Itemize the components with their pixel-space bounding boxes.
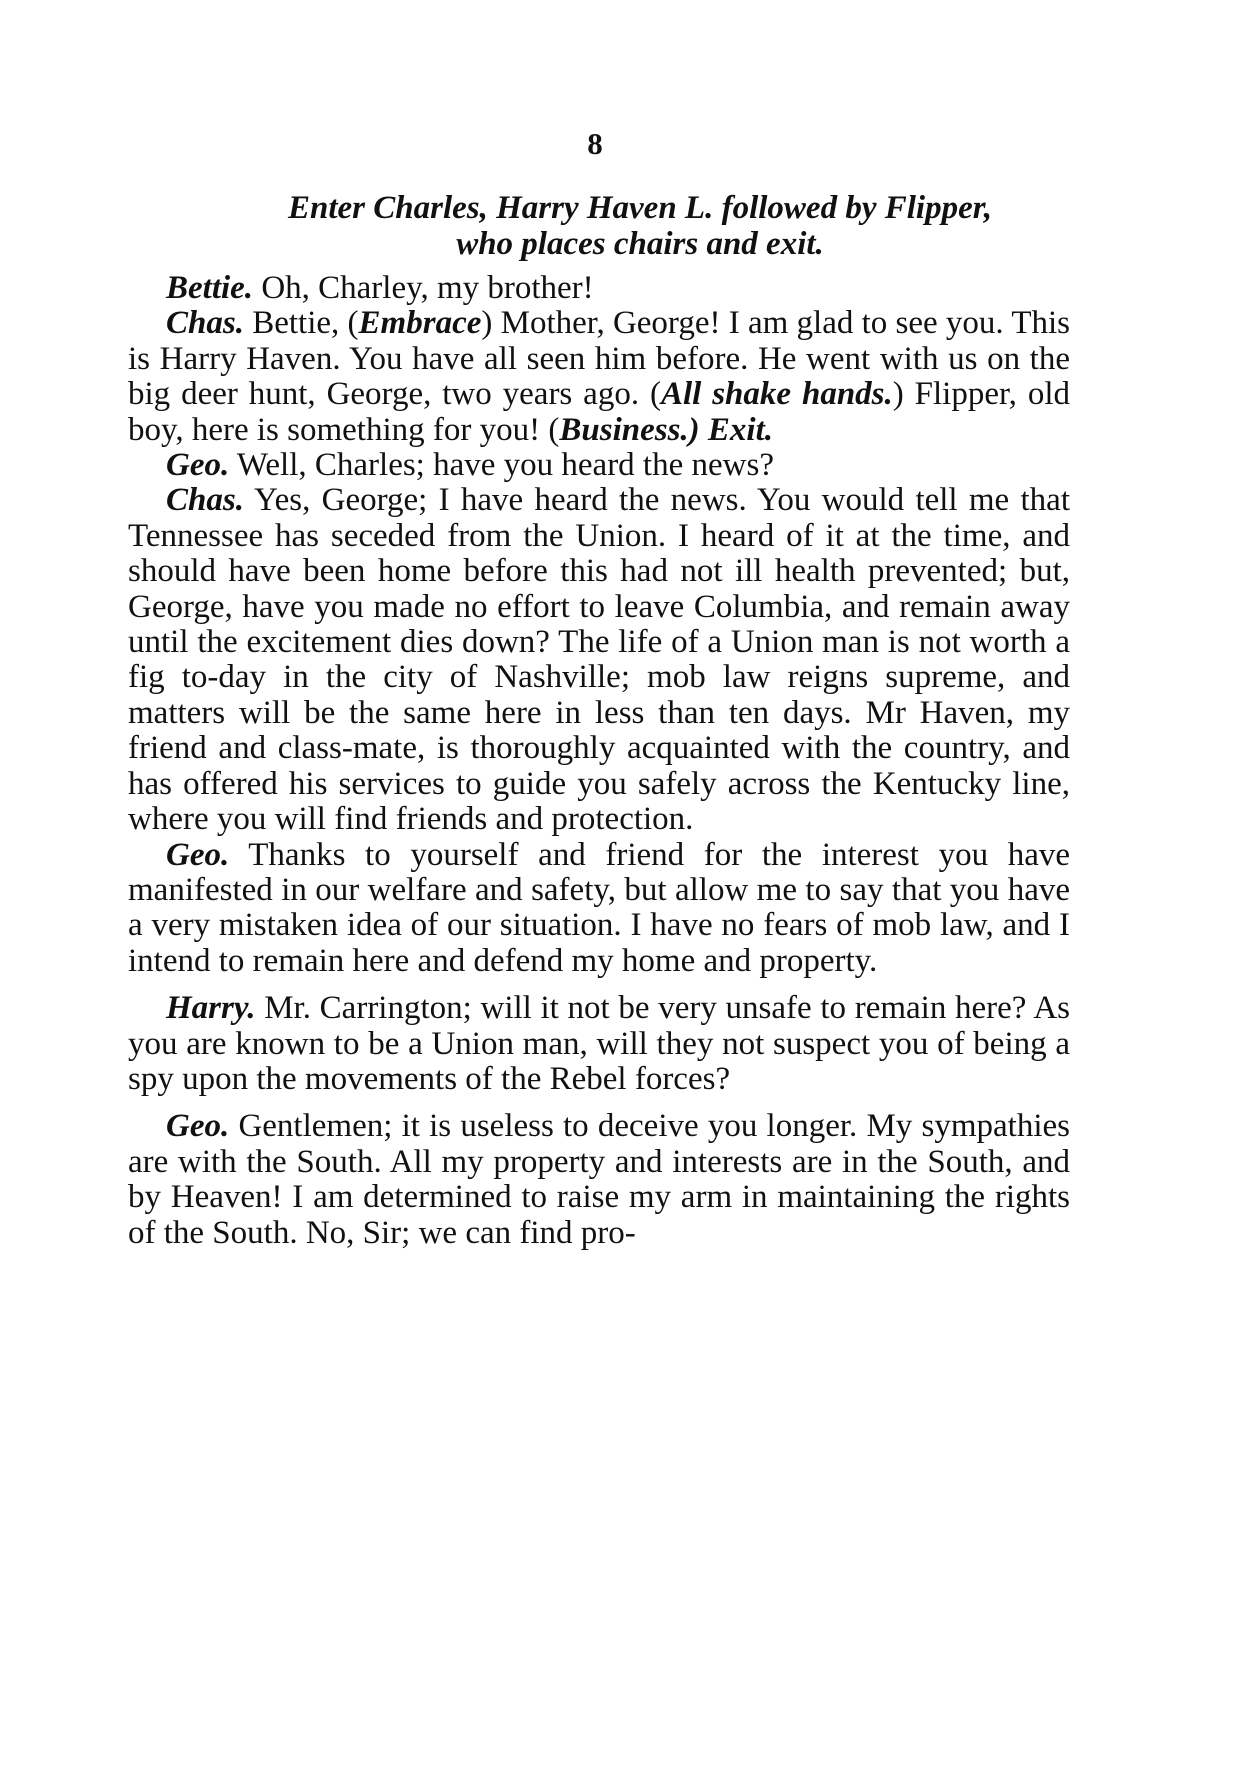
page-number: 8: [587, 126, 603, 161]
speaker-name: Geo.: [166, 447, 230, 484]
speaker-name: Geo.: [166, 836, 230, 873]
inline-stage-direction: Business.) Exit.: [559, 411, 774, 448]
dialogue-paragraph: [128, 991, 1070, 1097]
speaker-name: Chas.: [166, 305, 244, 342]
dialogue-line: Gentlemen; it is useless to deceive you longer. My sympathies are with the South. All my property and interests are in the South, and by Heaven! I am determined to raise my arm in maintaining the rights of the South. No, Sir; we can find pro-: [128, 1108, 1070, 1251]
dialogue-line: Well, Charles; have you heard the news?: [236, 447, 774, 484]
dialogue-line: Thanks to yourself and friend for the interest you have manifested in our welfare and safety, but allow me to say that you have a very mistaken idea of our situation. I have no fears of mob law, and I intend to remain here and defend my home and property.: [128, 836, 1070, 979]
stage-direction-line: Enter Charles, Harry Haven L. followed by Flipper,: [287, 190, 992, 226]
dialogue-line: Bettie, (: [252, 305, 359, 342]
dialogue-line: Mr. Carrington; will it not be very unsafe to remain here? As you are known to be a Union man, will they not suspect you of being a spy upon the movements of the Rebel forces?: [128, 990, 1070, 1097]
stage-direction: [180, 190, 1100, 262]
speaker-name: Chas.: [166, 482, 244, 519]
speaker-name: Bettie.: [166, 270, 254, 306]
dialogue-text: [128, 271, 1070, 1251]
dialogue-paragraph: [128, 838, 1070, 980]
dialogue-paragraph: [128, 448, 1070, 483]
dialogue-line: ) Mother, George! I am glad to see you. This is Harry Haven. You have all seen him before. He went with us on the big deer hunt, George, two years ago. (: [128, 305, 1070, 413]
dialogue-line: Oh, Charley, my brother!: [261, 270, 594, 306]
dialogue-line: Yes, George; I have heard the news. You would tell me that Tennessee has seceded from the Union. I heard of it at the time, and should have been home before this had not ill health prevented; but, George, have you made no effort to leave Columbia, and remain away until the excitement dies down? The life of a Union man is not worth a fig to-day in the city of Nashville; mob law reigns supreme, and matters will be the same here in less than ten days. Mr Haven, my friend and class-mate, is thoroughly acquainted with the country, and has offered his services to guide you safely across the Kentucky line, where you will find friends and protection.: [128, 482, 1070, 838]
dialogue-line: ) Flipper, old boy, here is something for you! (: [128, 376, 1070, 448]
stage-direction-line: who places chairs and exit.: [456, 226, 824, 262]
speaker-name: Geo.: [166, 1108, 230, 1145]
dialogue-paragraph: [128, 483, 1070, 837]
speaker-name: Harry.: [166, 990, 256, 1027]
inline-stage-direction: Embrace: [358, 305, 482, 342]
dialogue-paragraph: [128, 306, 1070, 448]
inline-stage-direction: All shake hands.: [660, 376, 893, 413]
dialogue-paragraph: [128, 271, 1070, 306]
dialogue-paragraph: [128, 1109, 1070, 1251]
